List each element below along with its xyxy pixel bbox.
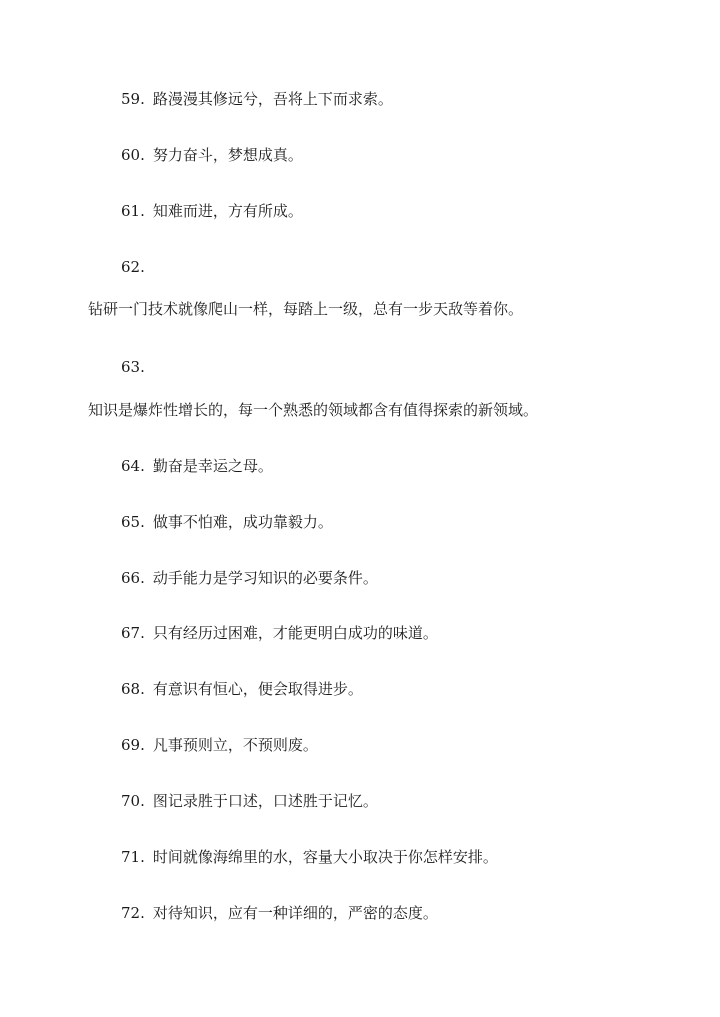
item-text: 勤奋是幸运之母。	[152, 457, 273, 475]
item-text: 努力奋斗，梦想成真。	[152, 146, 303, 164]
list-item	[121, 512, 333, 532]
item-text: 只有经历过困难，才能更明白成功的味道。	[152, 624, 438, 642]
item-number: 60.	[121, 146, 145, 164]
list-item	[121, 791, 378, 811]
item-text: 知难而进，方有所成。	[152, 202, 303, 220]
item-number: 61.	[121, 202, 145, 220]
list-item	[121, 735, 318, 755]
item-text: 时间就像海绵里的水，容量大小取决于你怎样安排。	[152, 848, 498, 866]
item-number: 69.	[121, 736, 145, 754]
item-text: 知识是爆炸性增长的，每一个熟悉的领域都含有值得探索的新领域。	[88, 401, 539, 419]
item-number: 68.	[121, 680, 145, 698]
item-number: 63.	[121, 358, 145, 376]
list-item	[121, 623, 438, 643]
list-item	[121, 201, 303, 221]
item-number: 67.	[121, 624, 145, 642]
list-item	[121, 847, 498, 867]
item-number: 70.	[121, 792, 145, 810]
item-text: 做事不怕难，成功靠毅力。	[152, 513, 333, 531]
item-text: 钻研一门技术就像爬山一样，每踏上一级，总有一步天敌等着你。	[88, 300, 524, 318]
item-text: 路漫漫其修远兮，吾将上下而求索。	[152, 90, 393, 108]
item-number: 62.	[121, 258, 145, 276]
list-item	[121, 89, 393, 109]
item-text: 动手能力是学习知识的必要条件。	[152, 569, 378, 587]
list-item	[121, 568, 378, 588]
item-number: 59.	[121, 90, 145, 108]
list-item	[121, 145, 303, 165]
item-number: 66.	[121, 569, 145, 587]
list-item	[121, 679, 363, 699]
list-item	[121, 456, 273, 476]
list-item	[121, 903, 438, 923]
item-number: 71.	[121, 848, 145, 866]
item-text: 凡事预则立，不预则废。	[152, 736, 318, 754]
item-number: 65.	[121, 513, 145, 531]
item-number: 72.	[121, 904, 145, 922]
item-text: 有意识有恒心，便会取得进步。	[152, 680, 363, 698]
item-number: 64.	[121, 457, 145, 475]
item-text: 对待知识，应有一种详细的，严密的态度。	[152, 904, 438, 922]
item-text: 图记录胜于口述，口述胜于记忆。	[152, 792, 378, 810]
